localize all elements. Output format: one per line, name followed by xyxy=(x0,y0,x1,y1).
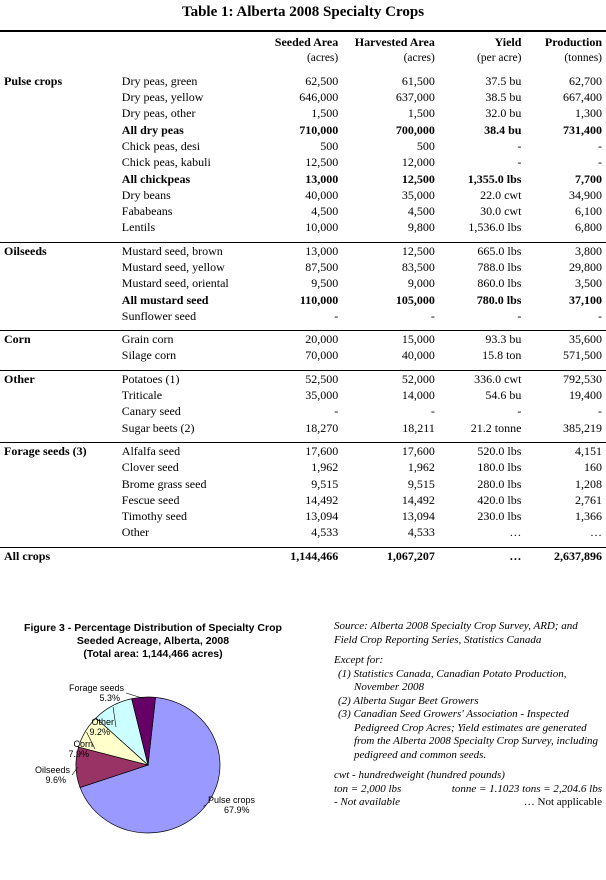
seeded-cell: - xyxy=(334,404,339,419)
seeded-cell: 70,000 xyxy=(305,348,339,363)
not-applicable-note: … Not applicable xyxy=(523,796,602,808)
group-cell xyxy=(0,259,122,275)
table-row xyxy=(0,387,606,403)
seeded-cell: 710,000 xyxy=(299,122,339,137)
pie-label-value: 7.9% xyxy=(68,749,89,759)
crop-cell: Mustard seed, oriental xyxy=(121,276,229,291)
group-cell xyxy=(0,170,122,186)
pie-leader-line xyxy=(126,693,144,698)
harvested-cell: 61,500 xyxy=(401,73,435,88)
crop-cell: Brome grass seed xyxy=(121,476,207,491)
col-production-unit: (tonnes) xyxy=(564,52,602,65)
crop-cell: Mustard seed, brown xyxy=(122,242,260,259)
seeded-cell: 87,500 xyxy=(305,260,339,274)
table-row xyxy=(0,492,606,508)
harvested-cell: 4,533 xyxy=(407,525,435,540)
seeded-cell: 13,000 xyxy=(260,242,343,259)
crop-cell: Grain corn xyxy=(122,331,260,348)
seeded-cell: 20,000 xyxy=(260,331,343,348)
yield-cell: 336.0 cwt xyxy=(439,370,526,387)
yield-cell: 280.0 lbs xyxy=(477,476,522,491)
harvested-cell: 4,500 xyxy=(407,204,435,219)
crop-cell: Dry peas, green xyxy=(121,73,198,88)
col-yield-header: Yield xyxy=(494,35,522,50)
yield-cell: 22.0 cwt xyxy=(480,187,522,202)
production-cell: 731,400 xyxy=(563,122,602,137)
harvested-cell: 40,000 xyxy=(401,348,435,363)
seeded-cell: 646,000 xyxy=(299,90,339,105)
group-cell xyxy=(0,475,122,491)
table-row xyxy=(0,89,606,105)
seeded-cell: 4,500 xyxy=(311,204,339,219)
seeded-cell: 4,533 xyxy=(311,525,339,540)
col-production-header: Production xyxy=(544,35,602,50)
group-cell: Corn xyxy=(0,331,122,348)
seeded-cell: 40,000 xyxy=(305,187,339,202)
production-cell: 3,800 xyxy=(525,242,606,259)
source-line-2: Field Crop Reporting Series, Statistics Canada xyxy=(334,633,542,646)
production-cell: 4,151 xyxy=(525,442,606,459)
production-cell: - xyxy=(598,404,602,419)
production-cell: 1,300 xyxy=(575,106,602,121)
crop-cell: Silage corn xyxy=(121,348,177,363)
group-cell xyxy=(0,524,122,540)
crop-cell: Alfalfa seed xyxy=(122,442,260,459)
group-cell xyxy=(0,459,122,475)
production-cell: 1,208 xyxy=(575,476,602,491)
harvested-cell: 1,962 xyxy=(407,460,435,475)
col-yield-unit: (per acre) xyxy=(477,52,522,65)
table-row xyxy=(0,420,606,436)
yield-cell: 15.8 ton xyxy=(482,348,522,363)
col-seeded-header: Seeded Area xyxy=(274,35,339,50)
tonne-definition: tonne = 1.1023 tons = 2,204.6 lbs xyxy=(451,782,602,795)
table-row xyxy=(0,121,606,137)
total-label: All crops xyxy=(0,547,122,564)
group-cell: Oilseeds xyxy=(0,242,122,259)
production-cell: 34,900 xyxy=(569,187,602,202)
pie-label-name: Other xyxy=(91,717,114,727)
seeded-cell: 13,094 xyxy=(305,509,339,524)
yield-cell: 30.0 cwt xyxy=(480,204,522,219)
table-row xyxy=(0,138,606,154)
group-cell xyxy=(0,403,122,419)
production-cell: 7,700 xyxy=(575,171,602,186)
crop-cell: Dry beans xyxy=(121,187,171,202)
figure-title-line3: (Total area: 1,144,466 acres) xyxy=(83,648,223,660)
harvested-cell: 15,000 xyxy=(342,331,439,348)
harvested-cell: 637,000 xyxy=(395,90,435,105)
group-cell xyxy=(0,347,122,363)
total-production: 2,637,896 xyxy=(525,547,606,564)
crop-cell: Lentils xyxy=(121,220,156,235)
harvested-cell: 12,500 xyxy=(401,171,435,186)
seeded-cell: - xyxy=(334,308,339,323)
table-row xyxy=(0,219,606,235)
crop-cell: Potatoes (1) xyxy=(122,370,260,387)
cwt-definition: cwt - hundredweight (hundred pounds) xyxy=(334,769,505,781)
crop-cell: Timothy seed xyxy=(121,509,188,524)
except-for: Except for: xyxy=(334,654,384,666)
crop-cell: Sugar beets (2) xyxy=(121,420,195,435)
crop-cell: Canary seed xyxy=(121,404,181,419)
total-row xyxy=(0,547,606,564)
crop-cell: Fescue seed xyxy=(121,492,180,507)
table-row xyxy=(0,73,606,89)
table-row xyxy=(0,259,606,275)
production-cell: … xyxy=(590,525,602,540)
crops-table xyxy=(0,34,606,564)
harvested-cell: 18,211 xyxy=(402,420,435,435)
table-row xyxy=(0,442,606,459)
production-cell: 385,219 xyxy=(563,420,602,435)
production-cell: 571,500 xyxy=(563,348,602,363)
pie-label-name: Oilseeds xyxy=(34,765,70,775)
harvested-cell: 1,500 xyxy=(407,106,435,121)
production-cell: 6,800 xyxy=(575,220,602,235)
yield-cell: 38.4 bu xyxy=(484,122,522,137)
harvested-cell: 52,000 xyxy=(342,370,439,387)
yield-cell: 665.0 lbs xyxy=(439,242,526,259)
group-cell xyxy=(0,154,122,170)
group-cell xyxy=(0,138,122,154)
seeded-cell: 52,500 xyxy=(260,370,343,387)
yield-cell: 21.2 tonne xyxy=(470,420,522,435)
table-row xyxy=(0,508,606,524)
table-title: Table 1: Alberta 2008 Specialty Crops xyxy=(181,4,425,20)
yield-cell: 230.0 lbs xyxy=(477,509,522,524)
total-yield: … xyxy=(439,547,526,564)
harvested-cell: 35,000 xyxy=(401,187,435,202)
seeded-cell: 9,515 xyxy=(311,476,339,491)
symbol-legend xyxy=(334,796,602,810)
harvested-cell: 12,500 xyxy=(342,242,439,259)
seeded-cell: 110,000 xyxy=(299,292,339,307)
yield-cell: 180.0 lbs xyxy=(477,460,522,475)
group-cell: Forage seeds (3) xyxy=(0,442,122,459)
crop-cell: Chick peas, desi xyxy=(121,138,201,153)
yield-cell: 93.3 bu xyxy=(439,331,526,348)
top-rule xyxy=(0,30,606,32)
yield-cell: 780.0 lbs xyxy=(476,292,522,307)
group-cell xyxy=(0,291,122,307)
crop-cell: Other xyxy=(121,525,150,540)
group-cell xyxy=(0,105,122,121)
table-row xyxy=(0,459,606,475)
group-cell xyxy=(0,492,122,508)
seeded-cell: 14,492 xyxy=(305,492,339,507)
yield-cell: 520.0 lbs xyxy=(439,442,526,459)
harvested-cell: 700,000 xyxy=(395,122,435,137)
pie-chart xyxy=(0,675,300,845)
ton-definition: ton = 2,000 lbs xyxy=(334,782,402,795)
yield-cell: … xyxy=(509,525,522,540)
col-harvested-header: Harvested Area xyxy=(354,35,435,50)
production-cell: 1,366 xyxy=(575,509,602,524)
production-cell: 37,100 xyxy=(569,292,602,307)
harvested-cell: 17,600 xyxy=(342,442,439,459)
table-row xyxy=(0,275,606,291)
production-cell: 35,600 xyxy=(525,331,606,348)
yield-cell: 860.0 lbs xyxy=(477,276,522,291)
yield-cell: - xyxy=(517,155,522,170)
crop-cell: Fababeans xyxy=(121,204,173,219)
harvested-cell: 12,000 xyxy=(401,155,435,170)
seeded-cell: 18,270 xyxy=(305,420,339,435)
harvested-cell: 9,800 xyxy=(407,220,435,235)
seeded-cell: 9,500 xyxy=(311,276,339,291)
source-line-1: Source: Alberta 2008 Specialty Crop Survey, ARD; and xyxy=(334,620,578,632)
ton-definitions xyxy=(334,783,602,797)
table-row xyxy=(0,170,606,186)
group-cell xyxy=(0,508,122,524)
pie-label-name: Pulse crops xyxy=(208,795,256,805)
harvested-cell: 14,000 xyxy=(401,388,435,403)
harvested-cell: - xyxy=(430,404,435,419)
table-row xyxy=(0,331,606,348)
table-row xyxy=(0,187,606,203)
yield-cell: - xyxy=(517,308,522,323)
table-row xyxy=(0,403,606,419)
table-row xyxy=(0,105,606,121)
group-cell: Other xyxy=(0,370,122,387)
crop-cell: Mustard seed, yellow xyxy=(121,260,225,274)
group-cell xyxy=(0,420,122,436)
notes-block xyxy=(334,620,602,810)
harvested-cell: 500 xyxy=(416,138,435,153)
production-cell: - xyxy=(598,138,602,153)
seeded-cell: 13,000 xyxy=(305,171,339,186)
yield-cell: - xyxy=(517,138,522,153)
yield-cell: 788.0 lbs xyxy=(477,260,522,274)
harvested-cell: 9,515 xyxy=(407,476,435,491)
col-seeded-unit: (acres) xyxy=(306,52,339,65)
harvested-cell: - xyxy=(430,308,435,323)
table-row xyxy=(0,291,606,307)
seeded-cell: 500 xyxy=(320,138,339,153)
production-cell: 19,400 xyxy=(569,388,602,403)
seeded-cell: 12,500 xyxy=(305,155,339,170)
seeded-cell: 1,500 xyxy=(311,106,339,121)
group-cell xyxy=(0,275,122,291)
yield-cell: - xyxy=(517,404,522,419)
footnote-2: (2) Alberta Sugar Beet Growers xyxy=(338,694,479,707)
yield-cell: 1,536.0 lbs xyxy=(468,220,522,235)
harvested-cell: 83,500 xyxy=(401,260,435,274)
crop-cell: Sunflower seed xyxy=(121,308,197,323)
crop-cell: All mustard seed xyxy=(121,292,209,307)
group-cell xyxy=(0,187,122,203)
harvested-cell: 13,094 xyxy=(401,509,435,524)
footnote-3: (3) Canadian Seed Growers' Association - Inspected Pedigreed Crop Acres; Yield estimates are generated from the Alberta 2008 Specialty Crop Survey, including pedigreed and common seeds. xyxy=(338,708,599,761)
production-cell: 6,100 xyxy=(575,204,602,219)
table-row xyxy=(0,242,606,259)
figure-title-line2: Seeded Acreage, Alberta, 2008 xyxy=(76,635,230,647)
seeded-cell: 10,000 xyxy=(305,220,339,235)
table-row xyxy=(0,475,606,491)
figure-title xyxy=(0,622,306,661)
crop-cell: Clover seed xyxy=(121,460,179,475)
table-row xyxy=(0,347,606,363)
table-row xyxy=(0,370,606,387)
production-cell: 29,800 xyxy=(569,260,602,274)
pie-label-value: 5.3% xyxy=(99,693,120,703)
production-cell: 2,761 xyxy=(575,492,602,507)
seeded-cell: 62,500 xyxy=(305,73,339,88)
production-cell: 160 xyxy=(584,460,602,475)
yield-cell: 32.0 bu xyxy=(485,106,522,121)
production-cell: 792,530 xyxy=(525,370,606,387)
not-available-note: - Not available xyxy=(334,796,400,808)
group-cell xyxy=(0,89,122,105)
pie-label-value: 9.2% xyxy=(89,727,110,737)
production-cell: 3,500 xyxy=(575,276,602,291)
yield-cell: 37.5 bu xyxy=(485,73,522,88)
production-cell: - xyxy=(598,308,602,323)
group-cell xyxy=(0,203,122,219)
production-cell: - xyxy=(598,155,602,170)
col-harvested-unit: (acres) xyxy=(403,52,435,65)
pie-label-value: 9.6% xyxy=(45,775,66,785)
table-row xyxy=(0,308,606,324)
yield-cell: 38.5 bu xyxy=(485,90,522,105)
table-row xyxy=(0,203,606,219)
table-row xyxy=(0,524,606,540)
figure-title-line1: Figure 3 - Percentage Distribution of Specialty Crop xyxy=(24,622,282,634)
yield-cell: 420.0 lbs xyxy=(477,492,522,507)
production-cell: 667,400 xyxy=(563,90,602,105)
harvested-cell: 9,000 xyxy=(407,276,435,291)
total-harvested: 1,067,207 xyxy=(342,547,439,564)
seeded-cell: 17,600 xyxy=(260,442,343,459)
total-crop xyxy=(122,547,260,564)
seeded-cell: 35,000 xyxy=(305,388,339,403)
seeded-cell: 1,962 xyxy=(311,460,339,475)
table-row xyxy=(0,154,606,170)
crop-cell: Dry peas, other xyxy=(121,106,196,121)
crop-cell: All dry peas xyxy=(121,122,184,137)
pie-label-name: Corn xyxy=(73,739,93,749)
group-cell xyxy=(0,308,122,324)
harvested-cell: 14,492 xyxy=(401,492,435,507)
group-cell: Pulse crops xyxy=(4,73,63,88)
pie-label-name: Forage seeds xyxy=(68,683,124,693)
crop-cell: All chickpeas xyxy=(121,171,191,186)
pie-label-value: 67.9% xyxy=(224,805,250,815)
yield-cell: 54.6 bu xyxy=(485,388,522,403)
group-cell xyxy=(0,387,122,403)
harvested-cell: 105,000 xyxy=(395,292,435,307)
unit-row xyxy=(0,50,606,66)
crop-cell: Dry peas, yellow xyxy=(121,90,204,105)
total-seeded: 1,144,466 xyxy=(260,547,343,564)
group-cell xyxy=(0,121,122,137)
footnote-1: (1) Statistics Canada, Canadian Potato Production, November 2008 xyxy=(338,667,567,693)
header-row xyxy=(0,34,606,50)
yield-cell: 1,355.0 lbs xyxy=(467,171,522,186)
crop-cell: Chick peas, kabuli xyxy=(121,155,211,170)
production-cell: 62,700 xyxy=(569,73,602,88)
group-cell xyxy=(0,219,122,235)
crop-cell: Triticale xyxy=(121,388,163,403)
